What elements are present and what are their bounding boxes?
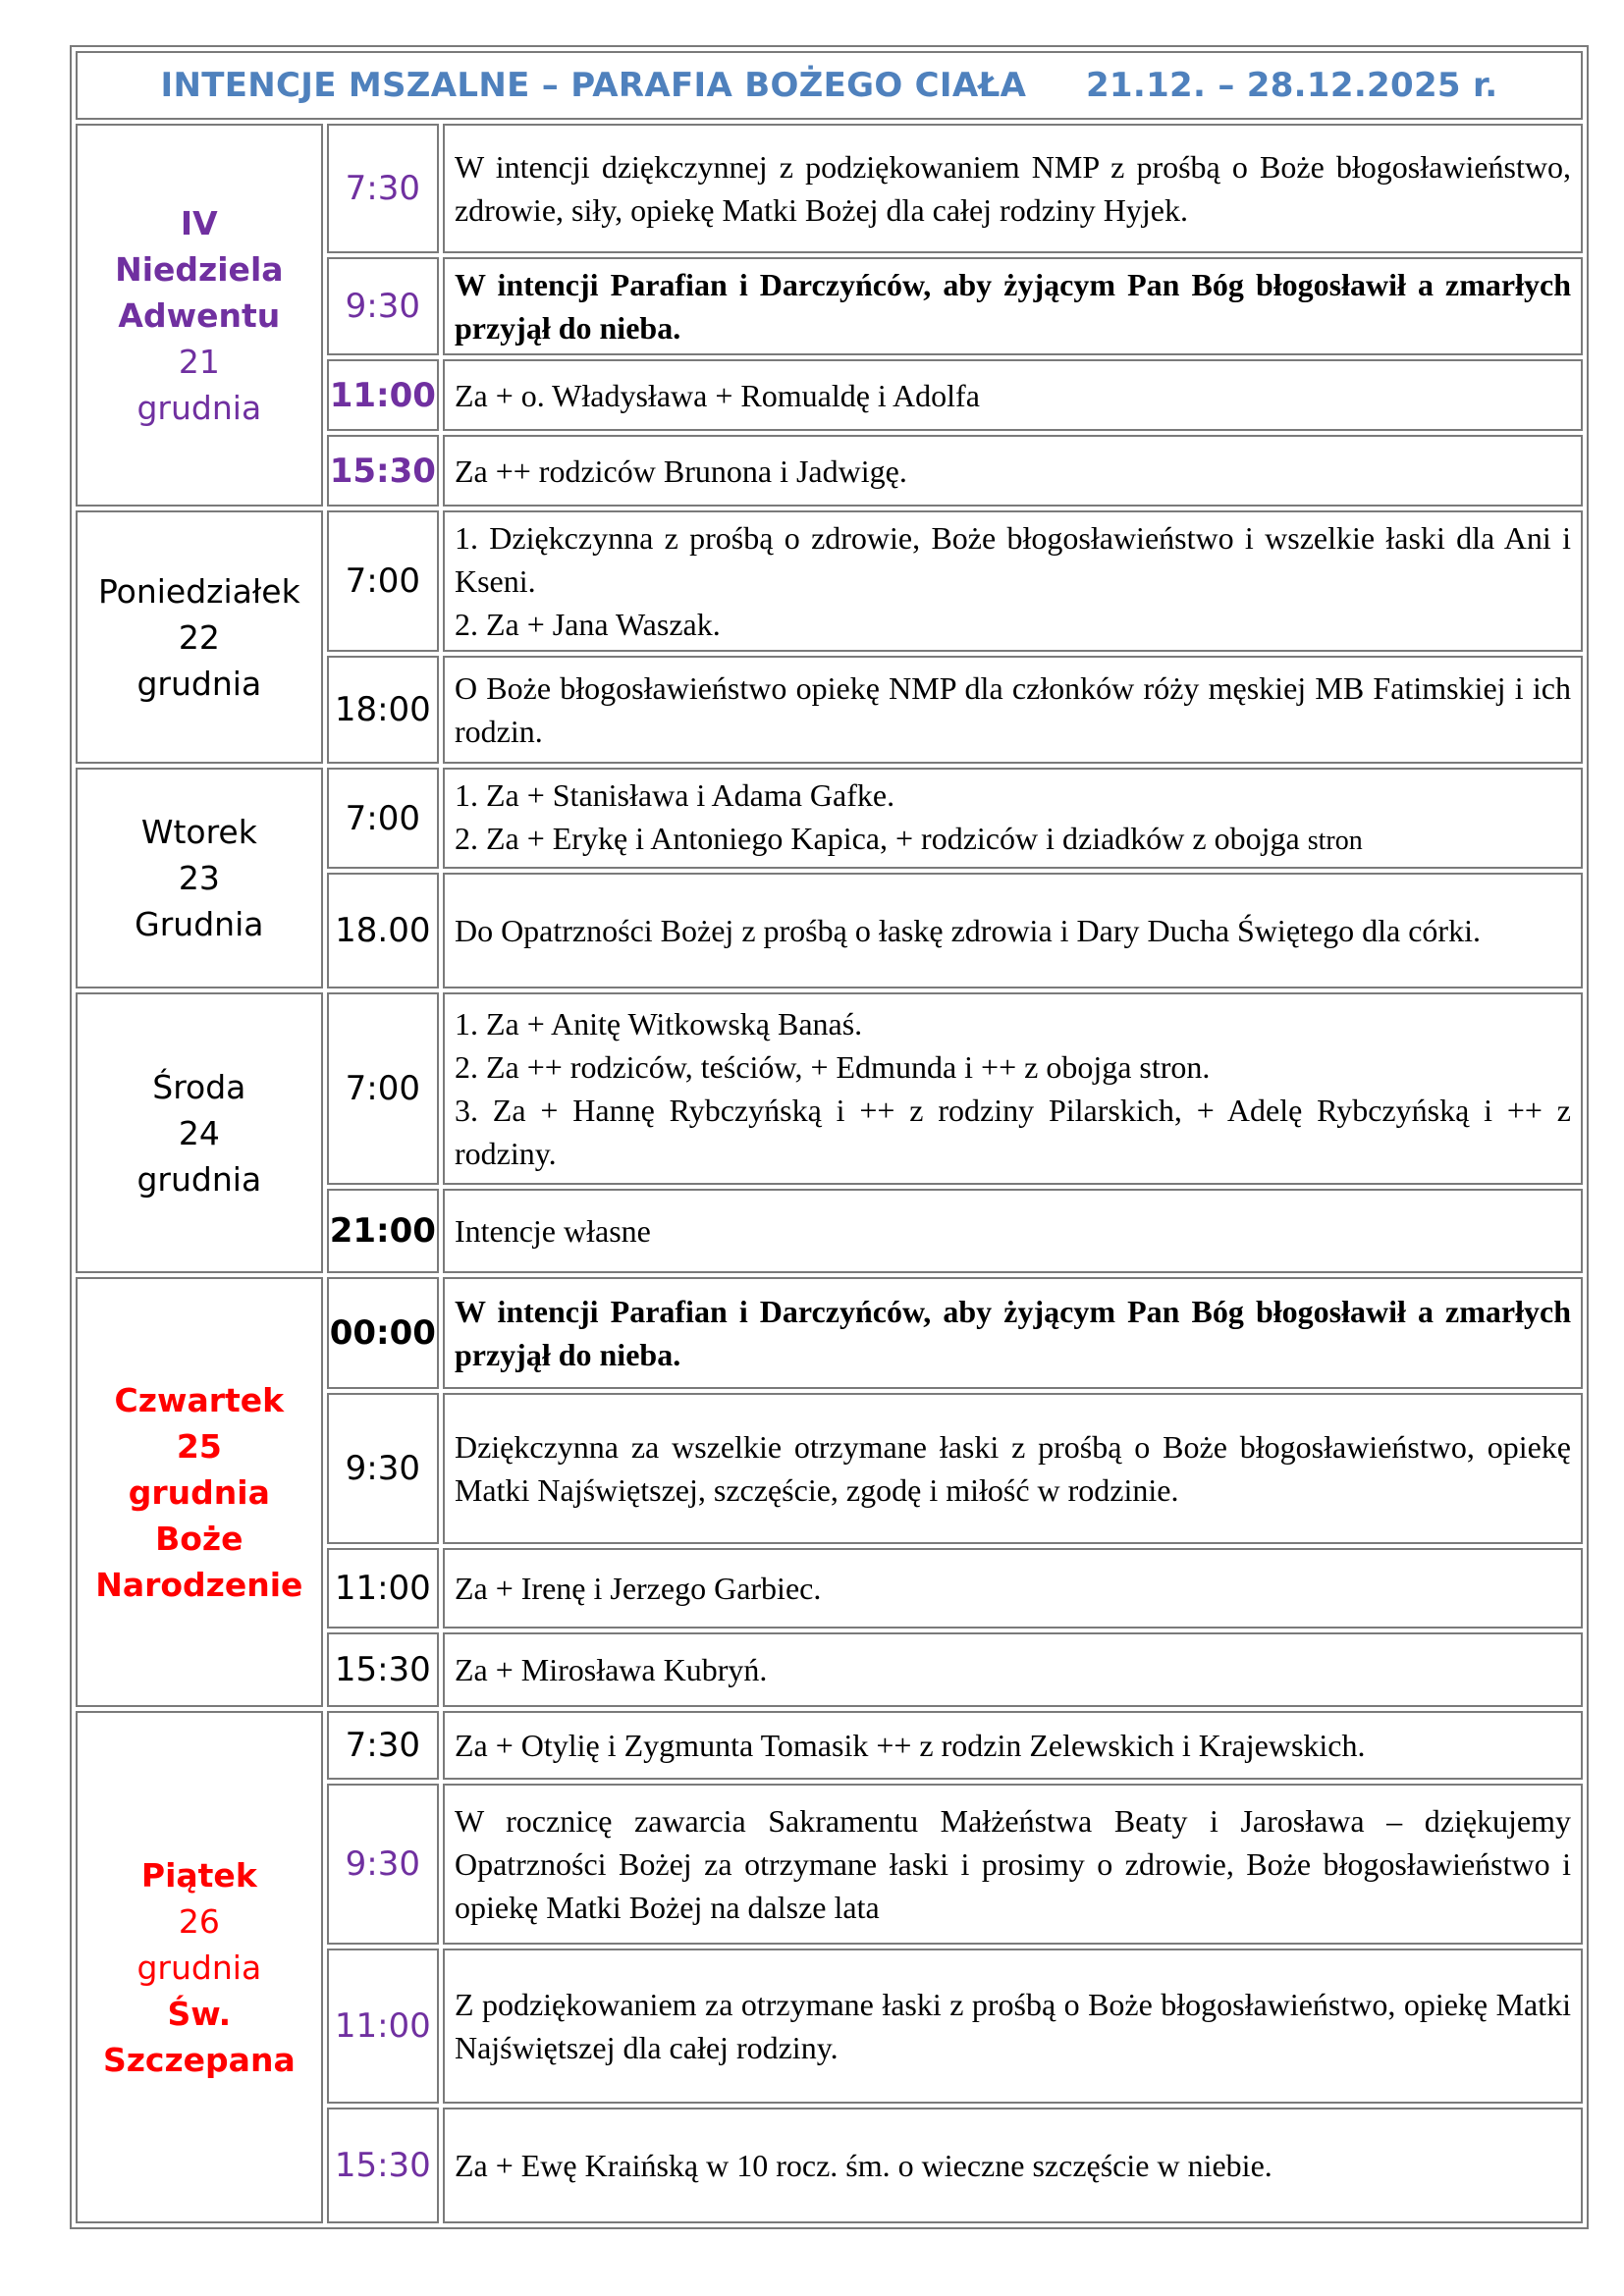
intention-line: 1. Za + Anitę Witkowską Banaś. — [454, 1006, 863, 1041]
mass-time: 9:30 — [327, 257, 439, 355]
mass-time: 7:00 — [327, 510, 439, 652]
mass-time: 7:00 — [327, 992, 439, 1185]
intention-line: Za + o. Władysława + Romualdę i Adolfa — [454, 377, 980, 413]
day-line: Adwentu — [118, 295, 281, 335]
intention-line: 3. Za + Hannę Rybczyńską i ++ z rodziny Pilarskich, + Adelę Rybczyńską i ++ z rodziny. — [454, 1093, 1571, 1171]
intention-line: Za ++ rodziców Brunona i Jadwigę. — [454, 453, 907, 489]
mass-intention — [443, 1393, 1583, 1544]
intentions-table — [70, 45, 1589, 2229]
page-title: INTENCJE MSZALNE – PARAFIA BOŻEGO CIAŁA — [160, 66, 1027, 105]
mass-intention — [443, 1711, 1583, 1780]
day-cell-sunday — [76, 124, 323, 507]
mass-intention — [443, 1949, 1583, 2104]
day-line: grudnia — [136, 664, 262, 703]
mass-time: 7:00 — [327, 768, 439, 869]
mass-intention — [443, 992, 1583, 1185]
mass-time: 18.00 — [327, 873, 439, 988]
intention-line: Intencje własne — [454, 1213, 651, 1249]
day-line: 21 — [178, 342, 220, 381]
intention-line: W intencji Parafian i Darczyńców, aby żyjącym Pan Bóg błogosławił a zmarłych przyjął do nieba. — [454, 267, 1571, 346]
mass-time: 11:00 — [327, 1949, 439, 2104]
intention-line: 1. Dziękczynna z prośbą o zdrowie, Boże błogosławieństwo i wszelkie łaski dla Ani i Kseni. — [454, 520, 1571, 599]
mass-time: 15:30 — [327, 1632, 439, 1707]
day-line: 22 — [178, 617, 220, 657]
day-line: 23 — [178, 859, 220, 897]
intention-line: Za + Mirosława Kubryń. — [454, 1652, 768, 1687]
mass-intention — [443, 124, 1583, 253]
mass-time: 18:00 — [327, 656, 439, 764]
mass-intention — [443, 1632, 1583, 1707]
mass-intention — [443, 1277, 1583, 1389]
mass-time: 11:00 — [327, 359, 439, 431]
intention-line: Za + Irenę i Jerzego Garbiec. — [454, 1571, 822, 1606]
mass-intention — [443, 768, 1583, 869]
mass-intention — [443, 2108, 1583, 2223]
intention-line: O Boże błogosławieństwo opiekę NMP dla członków róży męskiej MB Fatimskiej i ich rodzin. — [454, 670, 1571, 749]
intention-line: 2. Za + Jana Waszak. — [454, 607, 721, 642]
mass-intention — [443, 257, 1583, 355]
mass-row — [76, 1711, 1583, 1780]
mass-time: 7:30 — [327, 124, 439, 253]
day-line: Narodzenie — [95, 1565, 303, 1604]
date-range: 21.12. – 28.12.2025 r. — [1085, 66, 1498, 105]
mass-intention — [443, 359, 1583, 431]
day-line: Poniedziałek — [97, 571, 300, 611]
mass-intention — [443, 435, 1583, 507]
mass-row — [76, 124, 1583, 253]
intention-line: Dziękczynna za wszelkie otrzymane łaski z prośbą o Boże błogosławieństwo, opiekę Matki Najświętszej, szczęście, zgodę i miłość w rodzinie. — [454, 1429, 1571, 1508]
day-line: Niedziela — [115, 249, 284, 289]
mass-time: 15:30 — [327, 435, 439, 507]
day-line: Szczepana — [102, 2040, 296, 2079]
mass-intention — [443, 656, 1583, 764]
day-line: grudnia — [136, 1159, 262, 1199]
day-line: IV — [180, 203, 218, 242]
mass-row — [76, 768, 1583, 869]
day-line: Środa — [152, 1067, 246, 1106]
mass-time: 9:30 — [327, 1393, 439, 1544]
mass-intention — [443, 1548, 1583, 1629]
intention-text: 2. Za + Erykę i Antoniego Kapica, + rodziców i dziadków z obojga — [454, 821, 1300, 856]
day-line: grudnia — [136, 1948, 262, 1987]
day-line: Boże — [155, 1519, 244, 1558]
intention-line: Do Opatrzności Bożej z prośbą o łaskę zdrowia i Dary Ducha Świętego dla córki. — [454, 913, 1481, 948]
mass-time: 7:30 — [327, 1711, 439, 1780]
day-line: Czwartek — [114, 1380, 285, 1419]
day-line: 26 — [178, 1901, 220, 1941]
mass-time: 15:30 — [327, 2108, 439, 2223]
intention-line: 1. Za + Stanisława i Adama Gafke. — [454, 777, 895, 813]
mass-intention — [443, 510, 1583, 652]
mass-intention — [443, 1189, 1583, 1273]
intention-line: W intencji Parafian i Darczyńców, aby żyjącym Pan Bóg błogosławił a zmarłych przyjął do nieba. — [454, 1294, 1571, 1372]
mass-time: 9:30 — [327, 1784, 439, 1945]
day-cell-wednesday — [76, 992, 323, 1273]
day-line: Piątek — [140, 1855, 257, 1895]
day-cell-tuesday — [76, 768, 323, 988]
mass-row — [76, 992, 1583, 1185]
mass-time: 21:00 — [327, 1189, 439, 1273]
day-cell-thursday — [76, 1277, 323, 1707]
day-line: Grudnia — [135, 905, 264, 943]
day-line: 25 — [176, 1426, 222, 1466]
day-cell-friday — [76, 1711, 323, 2223]
mass-row — [76, 1277, 1583, 1389]
title-row — [76, 51, 1583, 120]
intention-text-small: stron — [1307, 826, 1363, 856]
day-line: Wtorek — [140, 813, 257, 851]
intention-line: Za + Otylię i Zygmunta Tomasik ++ z rodzin Zelewskich i Krajewskich. — [454, 1728, 1366, 1763]
day-line: grudnia — [136, 388, 262, 427]
intention-line: W rocznicę zawarcia Sakramentu Małżeństwa Beaty i Jarosława – dziękujemy Opatrzności Bożej za otrzymane łaski i prosimy o zdrowie, Boże błogosławieństwo i opiekę Matki Bożej na dalsze lata — [454, 1803, 1571, 1925]
mass-time: 00:00 — [327, 1277, 439, 1389]
title-cell — [76, 51, 1583, 120]
day-line: 24 — [178, 1113, 220, 1152]
intention-line: Za + Ewę Kraińską w 10 rocz. śm. o wieczne szczęście w niebie. — [454, 2148, 1272, 2183]
intention-line: Z podziękowaniem za otrzymane łaski z prośbą o Boże błogosławieństwo, opiekę Matki Najświętszej dla całej rodziny. — [454, 1987, 1571, 2065]
day-line: Św. — [167, 1994, 232, 2033]
mass-row — [76, 510, 1583, 652]
mass-intention — [443, 1784, 1583, 1945]
mass-time: 11:00 — [327, 1548, 439, 1629]
intention-line: 2. Za ++ rodziców, teściów, + Edmunda i ++ z obojga stron. — [454, 1049, 1211, 1085]
day-cell-monday — [76, 510, 323, 764]
day-line: grudnia — [128, 1472, 270, 1512]
intention-line: W intencji dziękczynnej z podziękowaniem NMP z prośbą o Boże błogosławieństwo, zdrowie, siły, opiekę Matki Bożej dla całej rodziny Hyjek. — [454, 149, 1571, 228]
intention-line — [455, 817, 1571, 863]
mass-intention — [443, 873, 1583, 988]
